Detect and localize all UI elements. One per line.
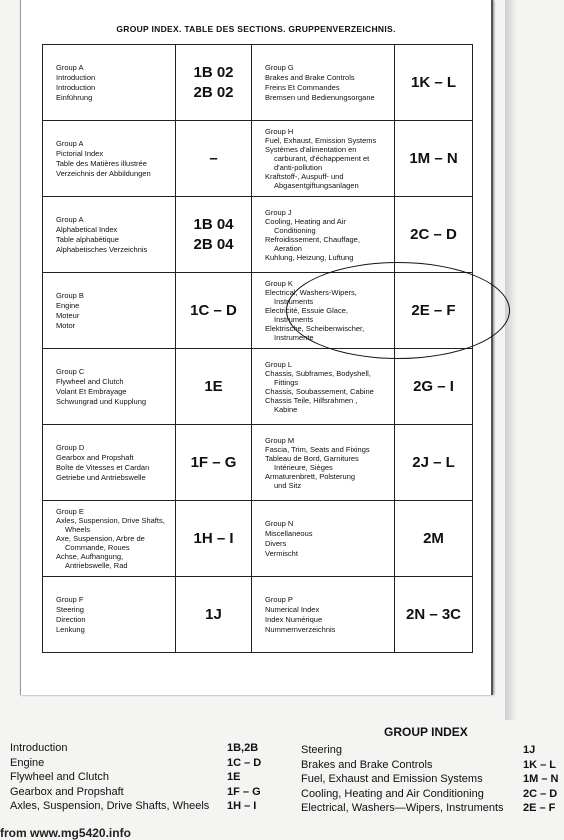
group-heading: Group L xyxy=(265,359,293,369)
section-code: 1K – L xyxy=(410,73,456,91)
summary-item-label: Engine xyxy=(10,756,45,769)
page-title: GROUP INDEX. TABLE DES SECTIONS. GRUPPENVERZEICHNIS. xyxy=(116,24,396,34)
section-code: 2M xyxy=(423,529,444,547)
group-description-line: Instrumente xyxy=(274,333,314,342)
group-description-line: Fittings xyxy=(274,377,299,387)
summary-item-label: Brakes and Brake Controls xyxy=(301,758,433,771)
group-description-line: Electricité, Essuie Glace, xyxy=(265,306,348,315)
summary-item-label: Axles, Suspension, Drive Shafts, Wheels xyxy=(10,800,210,812)
group-description-line: Pictorial Index xyxy=(56,148,104,158)
section-code: 2B 04 xyxy=(193,235,234,253)
left-group-cell xyxy=(43,501,176,577)
summary-item-label: Gearbox and Propshaft xyxy=(10,785,124,798)
section-code-cell xyxy=(395,501,473,577)
index-row xyxy=(43,121,473,197)
group-description-line: Abgasentgiftungsanlagen xyxy=(274,181,359,190)
group-description-line: Axles, Suspension, Drive Shafts, xyxy=(56,516,165,525)
section-code-cell xyxy=(395,577,473,653)
summary-item-label: Electrical, Washers—Wipers, Instruments xyxy=(301,802,504,814)
summary-item-code: 1C – D xyxy=(227,756,262,769)
section-code-cell xyxy=(176,501,252,577)
group-heading: Group K xyxy=(265,279,293,288)
section-code: 1E xyxy=(204,377,223,395)
summary-item-label: Introduction xyxy=(10,742,68,754)
section-code: 1B 02 xyxy=(193,63,234,81)
section-code: 2G – I xyxy=(413,377,454,395)
section-code: 1H – I xyxy=(193,529,234,547)
group-heading: Group C xyxy=(56,366,85,376)
source-watermark: from www.mg5420.info xyxy=(0,826,131,840)
right-group-cell xyxy=(252,501,395,577)
group-heading: Group G xyxy=(265,62,294,72)
section-code: – xyxy=(209,149,218,167)
group-heading: Group M xyxy=(265,435,295,445)
left-group-cell xyxy=(43,349,176,425)
section-code-cell xyxy=(176,121,252,197)
group-description-line: Lenkung xyxy=(56,624,85,634)
section-code-cell xyxy=(176,349,252,425)
section-code: 1C – D xyxy=(190,301,237,319)
group-description-line: Refroidissement, Chauffage, xyxy=(265,234,360,244)
group-description-line: Fascia, Trim, Seats and Fixings xyxy=(265,444,370,454)
summary-item-code: 2E – F xyxy=(523,802,556,814)
summary-item-code: 1M – N xyxy=(523,773,559,785)
section-code: 1F – G xyxy=(190,453,237,471)
group-description-line: Table des Matières illustrée xyxy=(56,158,147,168)
group-description-line: Numerical Index xyxy=(265,604,320,614)
index-row xyxy=(43,45,473,121)
group-description-line: Vermischt xyxy=(265,548,298,558)
group-description-line: d'anti-pollution xyxy=(274,163,323,172)
left-group-cell xyxy=(43,273,176,349)
summary-item-label: Cooling, Heating and Air Conditioning xyxy=(301,787,484,800)
group-description-line: Engine xyxy=(56,300,80,310)
group-description-line: Achse, Aufhangung, xyxy=(56,552,124,561)
group-description-line: Boîte de Vitesses et Cardan xyxy=(56,462,150,472)
group-description-line: Moteur xyxy=(56,310,80,320)
left-group-cell xyxy=(43,197,176,273)
group-heading: Group F xyxy=(56,594,84,604)
index-row xyxy=(43,425,473,501)
group-description-line: Index Numérique xyxy=(265,614,323,624)
section-code-cell xyxy=(395,197,473,273)
summary-right-labels xyxy=(301,743,504,816)
group-description-line: Instruments xyxy=(274,297,314,306)
group-description-line: Fuel, Exhaust, Emission Systems xyxy=(265,136,377,145)
group-heading: Group A xyxy=(56,138,84,148)
summary-item-label: Fuel, Exhaust and Emission Systems xyxy=(301,773,483,785)
summary-left-labels xyxy=(10,741,209,814)
group-heading: Group A xyxy=(56,62,84,72)
group-heading: Group E xyxy=(56,507,84,516)
group-description-line: Miscellaneous xyxy=(265,528,313,538)
summary-item-code: 1B,2B xyxy=(227,742,259,754)
section-code: 2C – D xyxy=(410,225,457,243)
group-heading: Group P xyxy=(265,594,293,604)
group-description-line: Alphabetisches Verzeichnis xyxy=(56,244,148,254)
group-description-line: Kabine xyxy=(274,404,298,414)
group-heading: Group H xyxy=(265,127,294,136)
group-description-line: Chassis Teile, Hilfsrahmen , xyxy=(265,395,358,405)
group-description-line: Antriebswelle, Rad xyxy=(65,561,128,570)
section-code-cell xyxy=(176,45,252,121)
summary-item-code: 1E xyxy=(227,771,241,783)
group-heading: Group D xyxy=(56,442,85,452)
index-page xyxy=(20,0,493,695)
group-description-line: Nummernverzeichnis xyxy=(265,624,336,634)
group-description-line: Volant Et Embrayage xyxy=(56,386,127,396)
group-description-line: Intérieure, Sièges xyxy=(274,462,333,472)
group-description-line: Electrical, Washers-Wipers, xyxy=(265,288,357,297)
left-group-cell xyxy=(43,577,176,653)
group-description-line: Kraftstoff-, Auspuff- und xyxy=(265,172,344,181)
group-description-line: Alphabetical Index xyxy=(56,224,118,234)
index-row xyxy=(43,197,473,273)
section-code: 2B 02 xyxy=(193,83,234,101)
group-description-line: Tableau de Bord, Garnitures xyxy=(265,453,359,463)
group-description-line: Chassis, Soubassement, Cabine xyxy=(265,386,374,396)
group-description-line: Introduction xyxy=(56,82,96,92)
summary-item-code: 1K – L xyxy=(523,758,557,771)
group-description-line: Bremsen und Bedienungsorgane xyxy=(265,92,375,102)
group-description-line: Commande, Roues xyxy=(65,543,130,552)
group-description-line: Divers xyxy=(265,538,287,548)
right-group-cell xyxy=(252,197,395,273)
group-description-line: Conditioning xyxy=(274,225,316,235)
section-code-cell xyxy=(395,425,473,501)
section-code: 1B 04 xyxy=(193,215,234,233)
group-description-line: Chassis, Subframes, Bodyshell, xyxy=(265,368,371,378)
index-row xyxy=(43,577,473,653)
summary-item-code: 1H – I xyxy=(227,800,257,812)
right-group-cell xyxy=(252,121,395,197)
left-group-cell xyxy=(43,45,176,121)
group-description-line: Steering xyxy=(56,604,84,614)
section-code-cell xyxy=(395,45,473,121)
group-description-line: Cooling, Heating and Air xyxy=(265,216,346,226)
section-code-cell xyxy=(176,425,252,501)
section-code-cell xyxy=(176,577,252,653)
summary-title: GROUP INDEX xyxy=(384,725,468,739)
section-code: 1J xyxy=(205,605,222,623)
group-description-line: Motor xyxy=(56,320,76,330)
group-description-line: Aeration xyxy=(274,243,302,253)
group-description-line: Schwungrad und Kupplung xyxy=(56,396,147,406)
highlight-circle xyxy=(286,262,510,359)
group-description-line: Gearbox and Propshaft xyxy=(56,452,134,462)
right-group-cell xyxy=(252,349,395,425)
page-edge-shadow xyxy=(505,0,517,720)
right-group-cell xyxy=(252,577,395,653)
group-description-line: Einführung xyxy=(56,92,93,102)
group-description-line: Kuhlung, Heizung, Luftung xyxy=(265,252,354,262)
group-heading: Group A xyxy=(56,214,84,224)
group-description-line: Systèmes d'alimentation en xyxy=(265,145,357,154)
group-description-line: Verzeichnis der Abbildungen xyxy=(56,168,151,178)
summary-item-code: 2C – D xyxy=(523,787,558,800)
group-description-line: Freins Et Commandes xyxy=(265,82,340,92)
summary-right-codes xyxy=(523,743,558,816)
section-code: 2N – 3C xyxy=(405,605,462,623)
group-heading: Group N xyxy=(265,518,294,528)
group-description-line: und Sitz xyxy=(274,480,302,490)
summary-item-label: Steering xyxy=(301,744,342,756)
section-code: 2E – F xyxy=(411,301,456,319)
left-group-cell xyxy=(43,121,176,197)
group-description-line: Wheels xyxy=(65,525,91,534)
section-code-cell xyxy=(176,197,252,273)
group-description-line: Getriebe und Antriebswelle xyxy=(56,472,146,482)
section-code: 1M – N xyxy=(409,149,458,167)
section-code: 2J – L xyxy=(412,453,455,471)
group-heading: Group B xyxy=(56,290,84,300)
summary-item-label: Flywheel and Clutch xyxy=(10,771,110,783)
section-code-cell xyxy=(176,273,252,349)
group-description-line: Brakes and Brake Controls xyxy=(265,72,355,82)
group-description-line: Direction xyxy=(56,614,86,624)
group-heading: Group J xyxy=(265,207,292,217)
summary-item-code: 1J xyxy=(523,744,536,756)
group-description-line: carburant, d'échappement et xyxy=(274,154,370,163)
group-description-line: Armaturenbrett, Polsterung xyxy=(265,471,356,481)
right-group-cell xyxy=(252,45,395,121)
group-description-line: Elektrische, Scheibenwischer, xyxy=(265,324,365,333)
group-description-line: Flywheel and Clutch xyxy=(56,376,124,386)
left-group-cell xyxy=(43,425,176,501)
summary-left-codes xyxy=(227,741,261,814)
section-code-cell xyxy=(395,121,473,197)
group-description-line: Instruments xyxy=(274,315,314,324)
group-description-line: Axe, Suspension, Arbre de xyxy=(56,534,145,543)
summary-item-code: 1F – G xyxy=(227,785,261,798)
index-row xyxy=(43,349,473,425)
group-description-line: Introduction xyxy=(56,72,96,82)
index-row xyxy=(43,501,473,577)
group-description-line: Table alphabétique xyxy=(56,234,119,244)
right-group-cell xyxy=(252,425,395,501)
section-code-cell xyxy=(395,349,473,425)
